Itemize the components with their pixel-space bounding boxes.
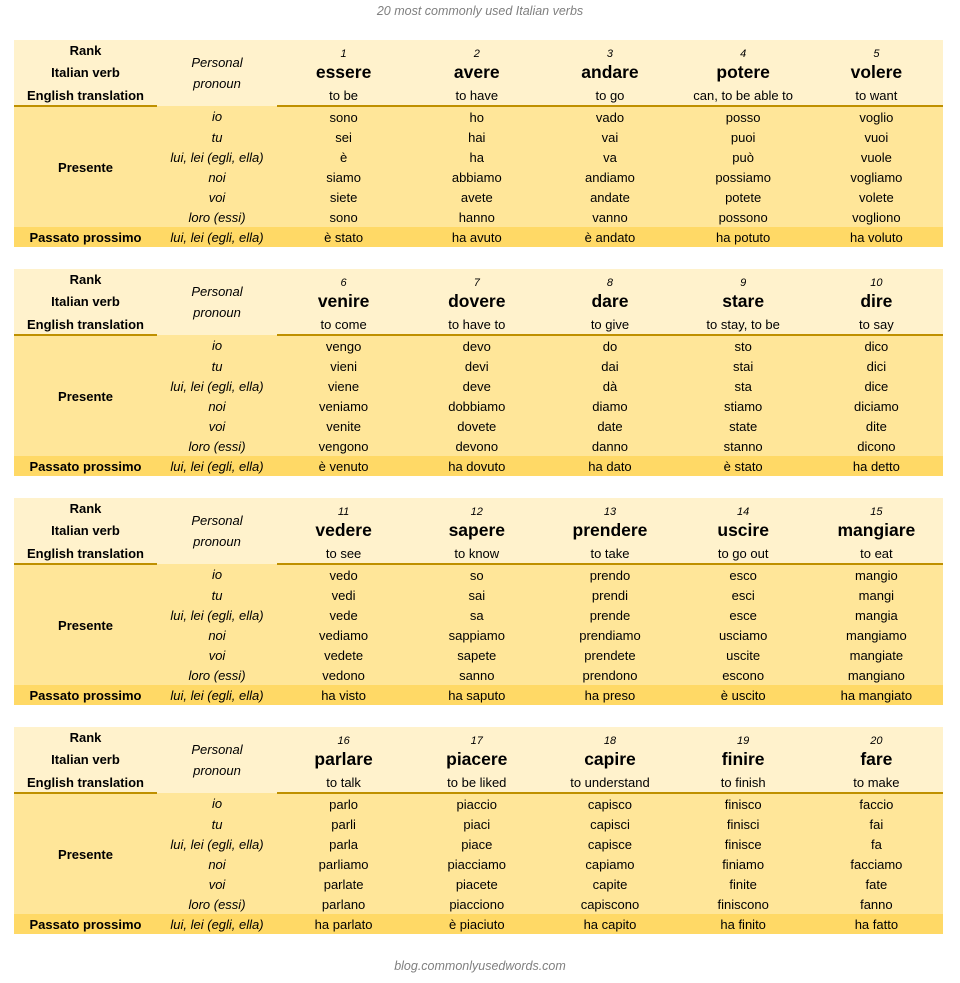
pronoun-label: pronoun [193,534,241,549]
conjugation-cell: parli [277,814,410,834]
presente-row [14,106,943,127]
english-translation: to be [277,85,410,106]
passato-cell: ha detto [810,456,943,476]
conjugation-cell: voglio [810,106,943,127]
rank-number: 11 [277,498,410,518]
italian-verb: volere [810,60,943,85]
english-translation: to come [277,314,410,335]
rank-number: 1 [277,40,410,60]
italian-verb: dire [810,289,943,314]
passato-cell: ha preso [543,685,676,705]
rank-number: 14 [677,498,810,518]
rank-number: 5 [810,40,943,60]
pronoun-cell: voi [157,645,277,665]
passato-cell: è andato [543,227,676,247]
english-translation: to be liked [410,772,543,793]
page-title: 20 most commonly used Italian verbs [376,4,584,18]
rank-row [14,269,943,289]
pronoun-cell: lui, lei (egli, ella) [157,147,277,167]
conjugation-cell: capisci [543,814,676,834]
conjugation-cell: usciamo [677,625,810,645]
conjugation-cell: capisco [543,793,676,814]
rank-number: 18 [543,727,676,747]
english-translation-label: English translation [14,85,157,106]
conjugation-cell: finite [677,874,810,894]
english-translation-label: English translation [14,543,157,564]
passato-cell: ha potuto [677,227,810,247]
conjugation-cell: sono [277,106,410,127]
conjugation-cell: siete [277,187,410,207]
conjugation-cell: vedo [277,564,410,585]
verb-row [14,289,943,314]
conjugation-cell: hai [410,127,543,147]
english-translation: can, to be able to [677,85,810,106]
conjugation-cell: piacciono [410,894,543,914]
verb-row [14,518,943,543]
conjugation-cell: capisce [543,834,676,854]
conjugation-cell: fa [810,834,943,854]
conjugation-cell: dico [810,335,943,356]
italian-verb-label: Italian verb [14,747,157,772]
conjugation-cell: piacete [410,874,543,894]
conjugation-cell: ha [410,147,543,167]
passato-cell: ha capito [543,914,676,934]
english-translation: to understand [543,772,676,793]
conjugation-cell: dovete [410,416,543,436]
conjugation-cell: vedi [277,585,410,605]
conjugation-cell: vediamo [277,625,410,645]
passato-cell: ha visto [277,685,410,705]
italian-verb: fare [810,747,943,772]
conjugation-cell: sai [410,585,543,605]
italian-verb: essere [277,60,410,85]
verb-row [14,747,943,772]
italian-verb: sapere [410,518,543,543]
passato-label: Passato prossimo [14,685,157,705]
italian-verb: finire [677,747,810,772]
conjugation-cell: venite [277,416,410,436]
conjugation-cell: piace [410,834,543,854]
footer-source: blog.commonlyusedwords.com [394,959,566,973]
passato-cell: ha saputo [410,685,543,705]
conjugation-cell: capite [543,874,676,894]
presente-row [14,564,943,585]
pronoun-cell: loro (essi) [157,894,277,914]
pronoun-cell: io [157,564,277,585]
conjugation-cell: prendono [543,665,676,685]
pronoun-cell: noi [157,854,277,874]
passato-row [14,685,943,705]
conjugation-cell: so [410,564,543,585]
personal-label: Personal [191,55,243,70]
pronoun-cell: loro (essi) [157,665,277,685]
conjugation-cell: prendete [543,645,676,665]
verb-table-2 [14,269,943,476]
pronoun-cell: loro (essi) [157,207,277,227]
passato-cell: ha voluto [810,227,943,247]
verb-table [14,269,943,476]
rank-number: 8 [543,269,676,289]
conjugation-cell: vuoi [810,127,943,147]
english-translation: to make [810,772,943,793]
presente-label: Presente [14,564,157,685]
rank-number: 13 [543,498,676,518]
conjugation-cell: devono [410,436,543,456]
personal-pronoun-header [157,727,277,793]
conjugation-cell: puoi [677,127,810,147]
english-translation: to know [410,543,543,564]
passato-pronoun: lui, lei (egli, ella) [157,227,277,247]
conjugation-cell: fanno [810,894,943,914]
conjugation-cell: volete [810,187,943,207]
rank-label: Rank [14,498,157,518]
conjugation-cell: prendo [543,564,676,585]
conjugation-cell: piaccio [410,793,543,814]
conjugation-cell: vede [277,605,410,625]
personal-pronoun-header [157,498,277,564]
conjugation-cell: parlo [277,793,410,814]
pronoun-cell: tu [157,356,277,376]
conjugation-cell: devi [410,356,543,376]
conjugation-cell: piacciamo [410,854,543,874]
pronoun-cell: tu [157,585,277,605]
conjugation-cell: esce [677,605,810,625]
conjugation-cell: dite [810,416,943,436]
conjugation-cell: è [277,147,410,167]
english-translation: to say [810,314,943,335]
passato-cell: ha dovuto [410,456,543,476]
passato-cell: è stato [677,456,810,476]
personal-pronoun-header [157,40,277,106]
conjugation-cell: diciamo [810,396,943,416]
conjugation-cell: sapete [410,645,543,665]
conjugation-cell: finiamo [677,854,810,874]
conjugation-cell: escono [677,665,810,685]
conjugation-cell: vengo [277,335,410,356]
pronoun-cell: noi [157,167,277,187]
english-row [14,543,943,564]
verb-table-1 [14,40,943,247]
conjugation-cell: esco [677,564,810,585]
conjugation-cell: dici [810,356,943,376]
pronoun-cell: io [157,793,277,814]
rank-number: 10 [810,269,943,289]
conjugation-cell: finisce [677,834,810,854]
verb-table-4 [14,727,943,934]
rank-number: 20 [810,727,943,747]
conjugation-cell: vedete [277,645,410,665]
conjugation-cell: facciamo [810,854,943,874]
passato-row [14,456,943,476]
passato-pronoun: lui, lei (egli, ella) [157,914,277,934]
conjugation-cell: possiamo [677,167,810,187]
rank-number: 19 [677,727,810,747]
conjugation-cell: capiamo [543,854,676,874]
pronoun-cell: noi [157,625,277,645]
conjugation-cell: sto [677,335,810,356]
verb-table [14,727,943,934]
conjugation-cell: mangia [810,605,943,625]
conjugation-cell: veniamo [277,396,410,416]
conjugation-cell: hanno [410,207,543,227]
passato-cell: ha dato [543,456,676,476]
passato-cell: è piaciuto [410,914,543,934]
conjugation-cell: prendi [543,585,676,605]
conjugation-cell: mangiate [810,645,943,665]
conjugation-cell: siamo [277,167,410,187]
conjugation-cell: capiscono [543,894,676,914]
conjugation-cell: devo [410,335,543,356]
conjugation-cell: sei [277,127,410,147]
conjugation-cell: vanno [543,207,676,227]
pronoun-cell: lui, lei (egli, ella) [157,605,277,625]
conjugation-cell: uscite [677,645,810,665]
passato-pronoun: lui, lei (egli, ella) [157,685,277,705]
rank-row [14,727,943,747]
conjugation-cell: stai [677,356,810,376]
rank-number: 6 [277,269,410,289]
presente-label: Presente [14,335,157,456]
pronoun-cell: noi [157,396,277,416]
conjugation-cell: danno [543,436,676,456]
personal-label: Personal [191,742,243,757]
personal-label: Personal [191,513,243,528]
pronoun-cell: lui, lei (egli, ella) [157,834,277,854]
english-translation: to take [543,543,676,564]
passato-cell: ha parlato [277,914,410,934]
conjugation-cell: prendiamo [543,625,676,645]
english-translation: to go [543,85,676,106]
passato-label: Passato prossimo [14,227,157,247]
verb-table [14,498,943,705]
italian-verb: avere [410,60,543,85]
conjugation-cell: sappiamo [410,625,543,645]
rank-label: Rank [14,269,157,289]
conjugation-cell: mangiano [810,665,943,685]
personal-pronoun-header [157,269,277,335]
italian-verb: dovere [410,289,543,314]
english-translation-label: English translation [14,314,157,335]
conjugation-cell: vieni [277,356,410,376]
pronoun-cell: voi [157,416,277,436]
rank-row [14,498,943,518]
conjugation-cell: potete [677,187,810,207]
pronoun-cell: voi [157,874,277,894]
english-translation: to have [410,85,543,106]
english-translation: to stay, to be [677,314,810,335]
conjugation-cell: dobbiamo [410,396,543,416]
conjugation-cell: andate [543,187,676,207]
conjugation-cell: vuole [810,147,943,167]
presente-label: Presente [14,106,157,227]
passato-cell: ha fatto [810,914,943,934]
conjugation-cell: dicono [810,436,943,456]
pronoun-label: pronoun [193,76,241,91]
passato-cell: ha finito [677,914,810,934]
rank-label: Rank [14,727,157,747]
conjugation-cell: stiamo [677,396,810,416]
passato-cell: è stato [277,227,410,247]
presente-row [14,793,943,814]
conjugation-cell: dà [543,376,676,396]
conjugation-cell: piaci [410,814,543,834]
passato-label: Passato prossimo [14,456,157,476]
rank-number: 2 [410,40,543,60]
english-row [14,314,943,335]
conjugation-cell: sa [410,605,543,625]
conjugation-cell: possono [677,207,810,227]
conjugation-cell: deve [410,376,543,396]
conjugation-cell: vai [543,127,676,147]
italian-verb: stare [677,289,810,314]
conjugation-cell: vado [543,106,676,127]
pronoun-cell: tu [157,814,277,834]
conjugation-cell: posso [677,106,810,127]
conjugation-cell: vogliono [810,207,943,227]
pronoun-label: pronoun [193,305,241,320]
english-translation: to eat [810,543,943,564]
verb-row [14,60,943,85]
rank-number: 4 [677,40,810,60]
italian-verb: mangiare [810,518,943,543]
conjugation-cell: abbiamo [410,167,543,187]
english-translation: to go out [677,543,810,564]
passato-cell: ha mangiato [810,685,943,705]
passato-row [14,227,943,247]
conjugation-cell: parlate [277,874,410,894]
presente-row [14,335,943,356]
conjugation-cell: finisci [677,814,810,834]
conjugation-cell: mangiamo [810,625,943,645]
italian-verb: capire [543,747,676,772]
conjugation-cell: prende [543,605,676,625]
passato-row [14,914,943,934]
conjugation-cell: sanno [410,665,543,685]
english-row [14,85,943,106]
conjugation-cell: parla [277,834,410,854]
conjugation-cell: sono [277,207,410,227]
conjugation-cell: ho [410,106,543,127]
english-translation: to give [543,314,676,335]
conjugation-cell: date [543,416,676,436]
passato-label: Passato prossimo [14,914,157,934]
italian-verb: potere [677,60,810,85]
english-row [14,772,943,793]
conjugation-cell: state [677,416,810,436]
conjugation-cell: può [677,147,810,167]
rank-number: 3 [543,40,676,60]
verb-table-3 [14,498,943,705]
rank-number: 16 [277,727,410,747]
pronoun-cell: lui, lei (egli, ella) [157,376,277,396]
italian-verb: dare [543,289,676,314]
conjugation-cell: viene [277,376,410,396]
pronoun-cell: voi [157,187,277,207]
italian-verb: piacere [410,747,543,772]
conjugation-cell: parliamo [277,854,410,874]
conjugation-cell: andiamo [543,167,676,187]
italian-verb-label: Italian verb [14,289,157,314]
english-translation: to finish [677,772,810,793]
italian-verb: parlare [277,747,410,772]
italian-verb: prendere [543,518,676,543]
conjugation-cell: parlano [277,894,410,914]
conjugation-cell: vengono [277,436,410,456]
conjugation-cell: vedono [277,665,410,685]
passato-cell: è venuto [277,456,410,476]
conjugation-cell: mangi [810,585,943,605]
passato-cell: ha avuto [410,227,543,247]
italian-verb: uscire [677,518,810,543]
english-translation: to have to [410,314,543,335]
rank-number: 9 [677,269,810,289]
rank-number: 12 [410,498,543,518]
conjugation-cell: sta [677,376,810,396]
conjugation-cell: do [543,335,676,356]
pronoun-cell: loro (essi) [157,436,277,456]
english-translation-label: English translation [14,772,157,793]
english-translation: to talk [277,772,410,793]
pronoun-cell: io [157,335,277,356]
italian-verb-label: Italian verb [14,518,157,543]
passato-cell: è uscito [677,685,810,705]
italian-verb: andare [543,60,676,85]
pronoun-cell: tu [157,127,277,147]
conjugation-cell: avete [410,187,543,207]
conjugation-cell: va [543,147,676,167]
personal-label: Personal [191,284,243,299]
verb-table [14,40,943,247]
italian-verb: vedere [277,518,410,543]
conjugation-cell: stanno [677,436,810,456]
pronoun-cell: io [157,106,277,127]
conjugation-cell: dice [810,376,943,396]
italian-verb-label: Italian verb [14,60,157,85]
pronoun-label: pronoun [193,763,241,778]
rank-number: 15 [810,498,943,518]
rank-number: 17 [410,727,543,747]
conjugation-cell: fate [810,874,943,894]
conjugation-cell: faccio [810,793,943,814]
english-translation: to want [810,85,943,106]
conjugation-cell: vogliamo [810,167,943,187]
rank-row [14,40,943,60]
conjugation-cell: finisco [677,793,810,814]
italian-verb: venire [277,289,410,314]
rank-number: 7 [410,269,543,289]
conjugation-cell: diamo [543,396,676,416]
presente-label: Presente [14,793,157,914]
conjugation-cell: fai [810,814,943,834]
conjugation-cell: esci [677,585,810,605]
conjugation-cell: dai [543,356,676,376]
english-translation: to see [277,543,410,564]
passato-pronoun: lui, lei (egli, ella) [157,456,277,476]
rank-label: Rank [14,40,157,60]
conjugation-cell: mangio [810,564,943,585]
conjugation-cell: finiscono [677,894,810,914]
